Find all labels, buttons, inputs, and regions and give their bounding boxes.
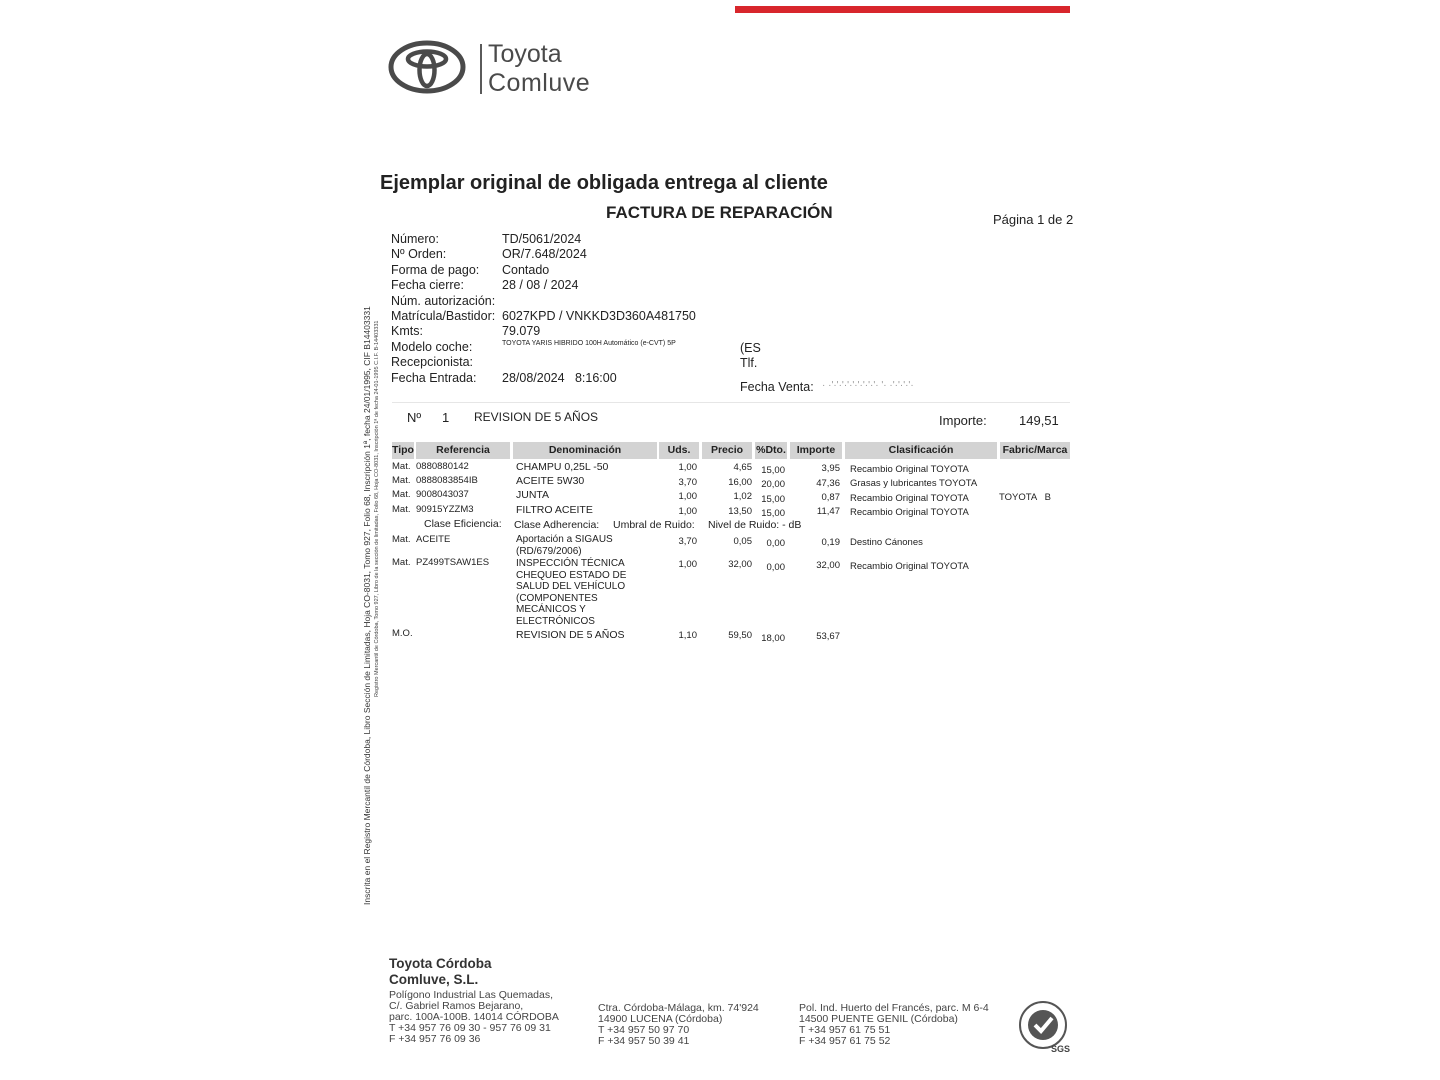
cell-denominacion: ACEITE 5W30 xyxy=(516,475,585,487)
phone-line: T +34 957 61 75 51 xyxy=(799,1024,891,1036)
address-puente-genil xyxy=(799,1003,989,1047)
cell-uds: 1,00 xyxy=(678,506,697,517)
cell-uds: 3,70 xyxy=(678,477,697,488)
cell-clasificacion: Recambio Original TOYOTA xyxy=(850,507,969,518)
cell-clasificacion: Recambio Original TOYOTA xyxy=(850,561,969,572)
cell-uds: 1,10 xyxy=(678,630,697,641)
column-header-tipo: Tipo xyxy=(392,442,414,459)
address-line: Ctra. Córdoba-Málaga, km. 74'924 xyxy=(598,1002,759,1014)
document-title: Ejemplar original de obligada entrega al cliente xyxy=(380,172,828,194)
cell-tipo: Mat. xyxy=(392,489,411,500)
fax-line: F +34 957 50 39 41 xyxy=(598,1035,690,1047)
meta-label: Fecha cierre: xyxy=(391,278,464,292)
cell-importe: 0,19 xyxy=(821,537,840,548)
cell-uds: 1,00 xyxy=(678,462,697,473)
fax-line: F +34 957 61 75 52 xyxy=(799,1035,891,1047)
umbral-ruido-label: Umbral de Ruido: xyxy=(613,519,695,531)
meta-label: Número: xyxy=(391,232,439,246)
cell-denominacion: JUNTA xyxy=(516,489,550,501)
cell-precio: 32,00 xyxy=(728,559,752,570)
cell-clasificacion: Destino Cánones xyxy=(850,537,923,548)
fecha-venta-value: · ·'·'·'·'·'·'·'·'·'· '· ·'·'·'·'· xyxy=(822,380,914,391)
column-header-denominacion: Denominación xyxy=(513,442,657,459)
cell-precio: 16,00 xyxy=(728,477,752,488)
footer-company xyxy=(389,956,492,988)
order-description: REVISION DE 5 AÑOS xyxy=(474,410,599,424)
column-header-precio: Precio xyxy=(702,442,752,459)
cell-dto: 20,00 xyxy=(761,479,785,490)
meta-value: TOYOTA YARIS HIBRIDO 100H Automático (e-CVT) 5P xyxy=(502,340,676,347)
clase-eficiencia-label: Clase Eficiencia: xyxy=(424,518,502,530)
cell-tipo: Mat. xyxy=(392,557,411,568)
nivel-ruido-label: Nivel de Ruido: - dB xyxy=(708,519,802,531)
meta-label: Kmts: xyxy=(391,324,423,338)
registry-small-text: Registro Mercantil de Córdoba, Tomo 927, Libro de la sección de limitadas, Folio 68, Hoja CO-8031, Inscripción 1ª de fecha 24-01-1995 C.I.F. B-14403331 xyxy=(374,320,380,697)
address-lucena xyxy=(598,1003,759,1047)
column-header-referencia: Referencia xyxy=(416,442,510,459)
column-header-clasificacion: Clasificación xyxy=(845,442,997,459)
page-indicator: Página 1 de 2 xyxy=(993,212,1074,227)
brand-divider xyxy=(480,44,482,94)
customer-phone-label: Tlf. xyxy=(740,356,758,370)
meta-label: Modelo coche: xyxy=(391,340,473,354)
order-number: 1 xyxy=(442,410,450,425)
cell-importe: 3,95 xyxy=(821,463,840,474)
column-header-importe: Importe xyxy=(790,442,842,459)
meta-value: 28/08/2024 8:16:00 xyxy=(502,371,617,385)
cell-dto: 0,00 xyxy=(766,562,785,573)
meta-label: Forma de pago: xyxy=(391,263,480,277)
cell-importe: 11,47 xyxy=(816,506,840,517)
cell-precio: 4,65 xyxy=(733,462,752,473)
clase-adherencia-label: Clase Adherencia: xyxy=(514,519,600,531)
address-line: parc. 100A-100B. 14014 CÓRDOBA xyxy=(389,1011,559,1023)
cell-denominacion: REVISION DE 5 AÑOS xyxy=(516,629,625,641)
cell-precio: 1,02 xyxy=(733,491,752,502)
phone-line: T +34 957 50 97 70 xyxy=(598,1024,690,1036)
order-number-label: Nº xyxy=(407,410,422,425)
company-name: Toyota Córdoba xyxy=(389,956,492,971)
sgs-certification-icon xyxy=(1018,1000,1072,1054)
importe-value: 149,51 xyxy=(1019,413,1059,428)
meta-label: Recepcionista: xyxy=(391,355,473,369)
meta-label: Nº Orden: xyxy=(391,247,447,261)
cell-importe: 53,67 xyxy=(816,631,840,642)
cell-denominacion: FILTRO ACEITE xyxy=(516,504,593,516)
cell-denominacion: Aportación a SIGAUS (RD/679/2006) xyxy=(516,534,613,557)
cell-tipo: M.O. xyxy=(392,628,413,639)
cell-precio: 0,05 xyxy=(733,536,752,547)
cell-denominacion: INSPECCIÓN TÉCNICA CHEQUEO ESTADO DE SALUD DEL VEHÍCULO (COMPONENTES MECÁNICOS Y ELECTRÓNICOS xyxy=(516,558,627,627)
sgs-label: SGS xyxy=(1051,1044,1071,1054)
address-line: 14900 LUCENA (Córdoba) xyxy=(598,1013,723,1025)
fecha-venta-label: Fecha Venta: xyxy=(740,380,814,394)
meta-value: 6027KPD / VNKKD3D360A481750 xyxy=(502,309,696,323)
cell-precio: 59,50 xyxy=(728,630,752,641)
cell-tipo: Mat. xyxy=(392,475,411,486)
cell-tipo: Mat. xyxy=(392,461,411,472)
meta-label: Fecha Entrada: xyxy=(391,371,477,385)
cell-uds: 3,70 xyxy=(678,536,697,547)
cell-referencia: 0880880142 xyxy=(416,461,469,472)
brand-name: Toyota xyxy=(488,40,562,68)
cell-dto: 0,00 xyxy=(766,538,785,549)
cell-clasificacion: Grasas y lubricantes TOYOTA xyxy=(850,478,978,489)
column-header-marca: Fabric/Marca xyxy=(1000,442,1070,459)
meta-value: Contado xyxy=(502,263,550,277)
cell-importe: 32,00 xyxy=(816,560,840,571)
brand-subname: Comluve xyxy=(488,69,591,97)
cell-dto: 18,00 xyxy=(761,633,785,644)
cell-referencia: 0888083854IB xyxy=(416,475,478,486)
cell-referencia: 90915YZZM3 xyxy=(416,504,474,515)
company-legal-name: Comluve, S.L. xyxy=(389,972,479,987)
meta-value: 28 / 08 / 2024 xyxy=(502,278,579,292)
address-line: C/. Gabriel Ramos Bejarano, xyxy=(389,1000,524,1012)
registry-text: Inscrita en el Registro Mercantil de Córdoba, Libro Sección de Limitadas, Hoja CO-8031, Tomo 927, Folio 68, Inscripción 1ª, fecha 24/01/1995, CIF B14403331 xyxy=(362,306,372,905)
customer-country: (ES xyxy=(740,341,761,355)
fax-line: F +34 957 76 09 36 xyxy=(389,1033,481,1045)
meta-label: Matrícula/Bastidor: xyxy=(391,309,496,323)
address-line: Polígono Industrial Las Quemadas, xyxy=(389,989,554,1001)
cell-denominacion: CHAMPU 0,25L -50 xyxy=(516,461,609,473)
cell-uds: 1,00 xyxy=(678,559,697,570)
cell-dto: 15,00 xyxy=(761,465,785,476)
address-cordoba xyxy=(389,990,559,1045)
meta-label: Núm. autorización: xyxy=(391,294,496,308)
meta-value: TD/5061/2024 xyxy=(502,232,582,246)
cell-clasificacion: Recambio Original TOYOTA xyxy=(850,493,969,504)
cell-tipo: Mat. xyxy=(392,504,411,515)
top-accent-bar xyxy=(735,6,1070,13)
cell-referencia: PZ499TSAW1ES xyxy=(416,557,490,568)
cell-marca: TOYOTA B xyxy=(999,492,1051,503)
importe-label: Importe: xyxy=(939,413,987,428)
column-header-uds: Uds. xyxy=(659,442,699,459)
column-header-dto: %Dto. xyxy=(755,442,787,459)
cell-uds: 1,00 xyxy=(678,491,697,502)
document-subtitle: FACTURA DE REPARACIÓN xyxy=(606,203,833,222)
address-line: 14500 PUENTE GENIL (Córdoba) xyxy=(799,1013,958,1025)
address-line: Pol. Ind. Huerto del Francés, parc. M 6-4 xyxy=(799,1002,989,1014)
cell-tipo: Mat. xyxy=(392,534,411,545)
meta-value: OR/7.648/2024 xyxy=(502,247,587,261)
cell-referencia: 9008043037 xyxy=(416,489,469,500)
cell-dto: 15,00 xyxy=(761,508,785,519)
cell-referencia: ACEITE xyxy=(416,534,451,545)
divider xyxy=(392,402,1070,403)
cell-dto: 15,00 xyxy=(761,494,785,505)
phone-line: T +34 957 76 09 30 - 957 76 09 31 xyxy=(389,1022,551,1034)
cell-importe: 0,87 xyxy=(821,492,840,503)
cell-precio: 13,50 xyxy=(728,506,752,517)
toyota-logo-icon xyxy=(388,40,466,94)
cell-clasificacion: Recambio Original TOYOTA xyxy=(850,464,969,475)
meta-value: 79.079 xyxy=(502,324,541,338)
cell-importe: 47,36 xyxy=(816,478,840,489)
